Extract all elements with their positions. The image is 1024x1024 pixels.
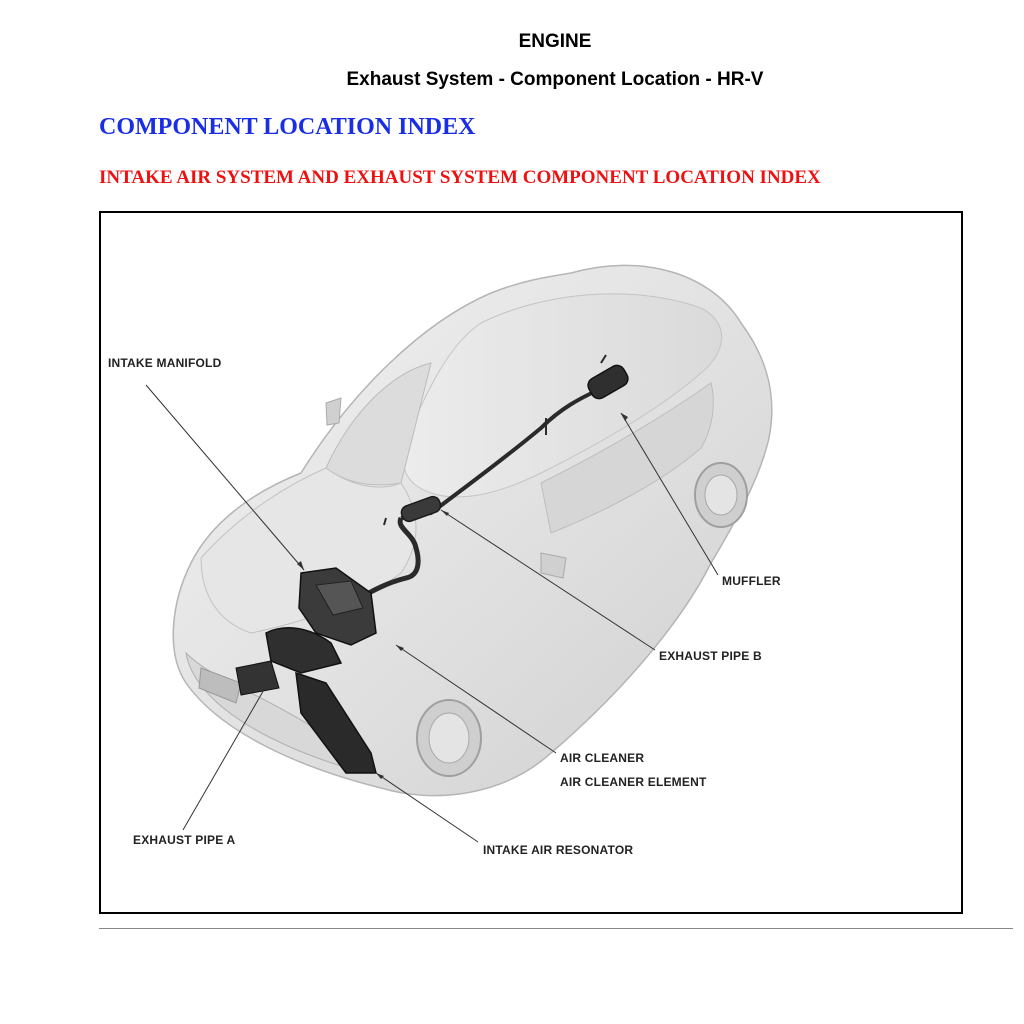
index-subtitle: INTAKE AIR SYSTEM AND EXHAUST SYSTEM COMPONENT LOCATION INDEX (99, 167, 821, 188)
callout-exhaust-pipe-a: EXHAUST PIPE A (133, 833, 236, 847)
section-heading: ENGINE (518, 31, 592, 52)
callout-intake-manifold: INTAKE MANIFOLD (108, 356, 222, 370)
callout-air-cleaner-element: AIR CLEANER ELEMENT (560, 775, 707, 789)
component-figure (99, 211, 963, 914)
callout-intake-air-resonator: INTAKE AIR RESONATOR (483, 843, 634, 857)
index-title: COMPONENT LOCATION INDEX (99, 114, 476, 140)
callout-muffler: MUFFLER (722, 574, 781, 588)
callout-exhaust-pipe-b: EXHAUST PIPE B (659, 649, 762, 663)
bottom-divider (99, 928, 1013, 929)
callout-air-cleaner: AIR CLEANER (560, 751, 645, 765)
vehicle-illustration (101, 213, 963, 914)
page-subtitle: Exhaust System - Component Location - HR-V (346, 69, 764, 90)
